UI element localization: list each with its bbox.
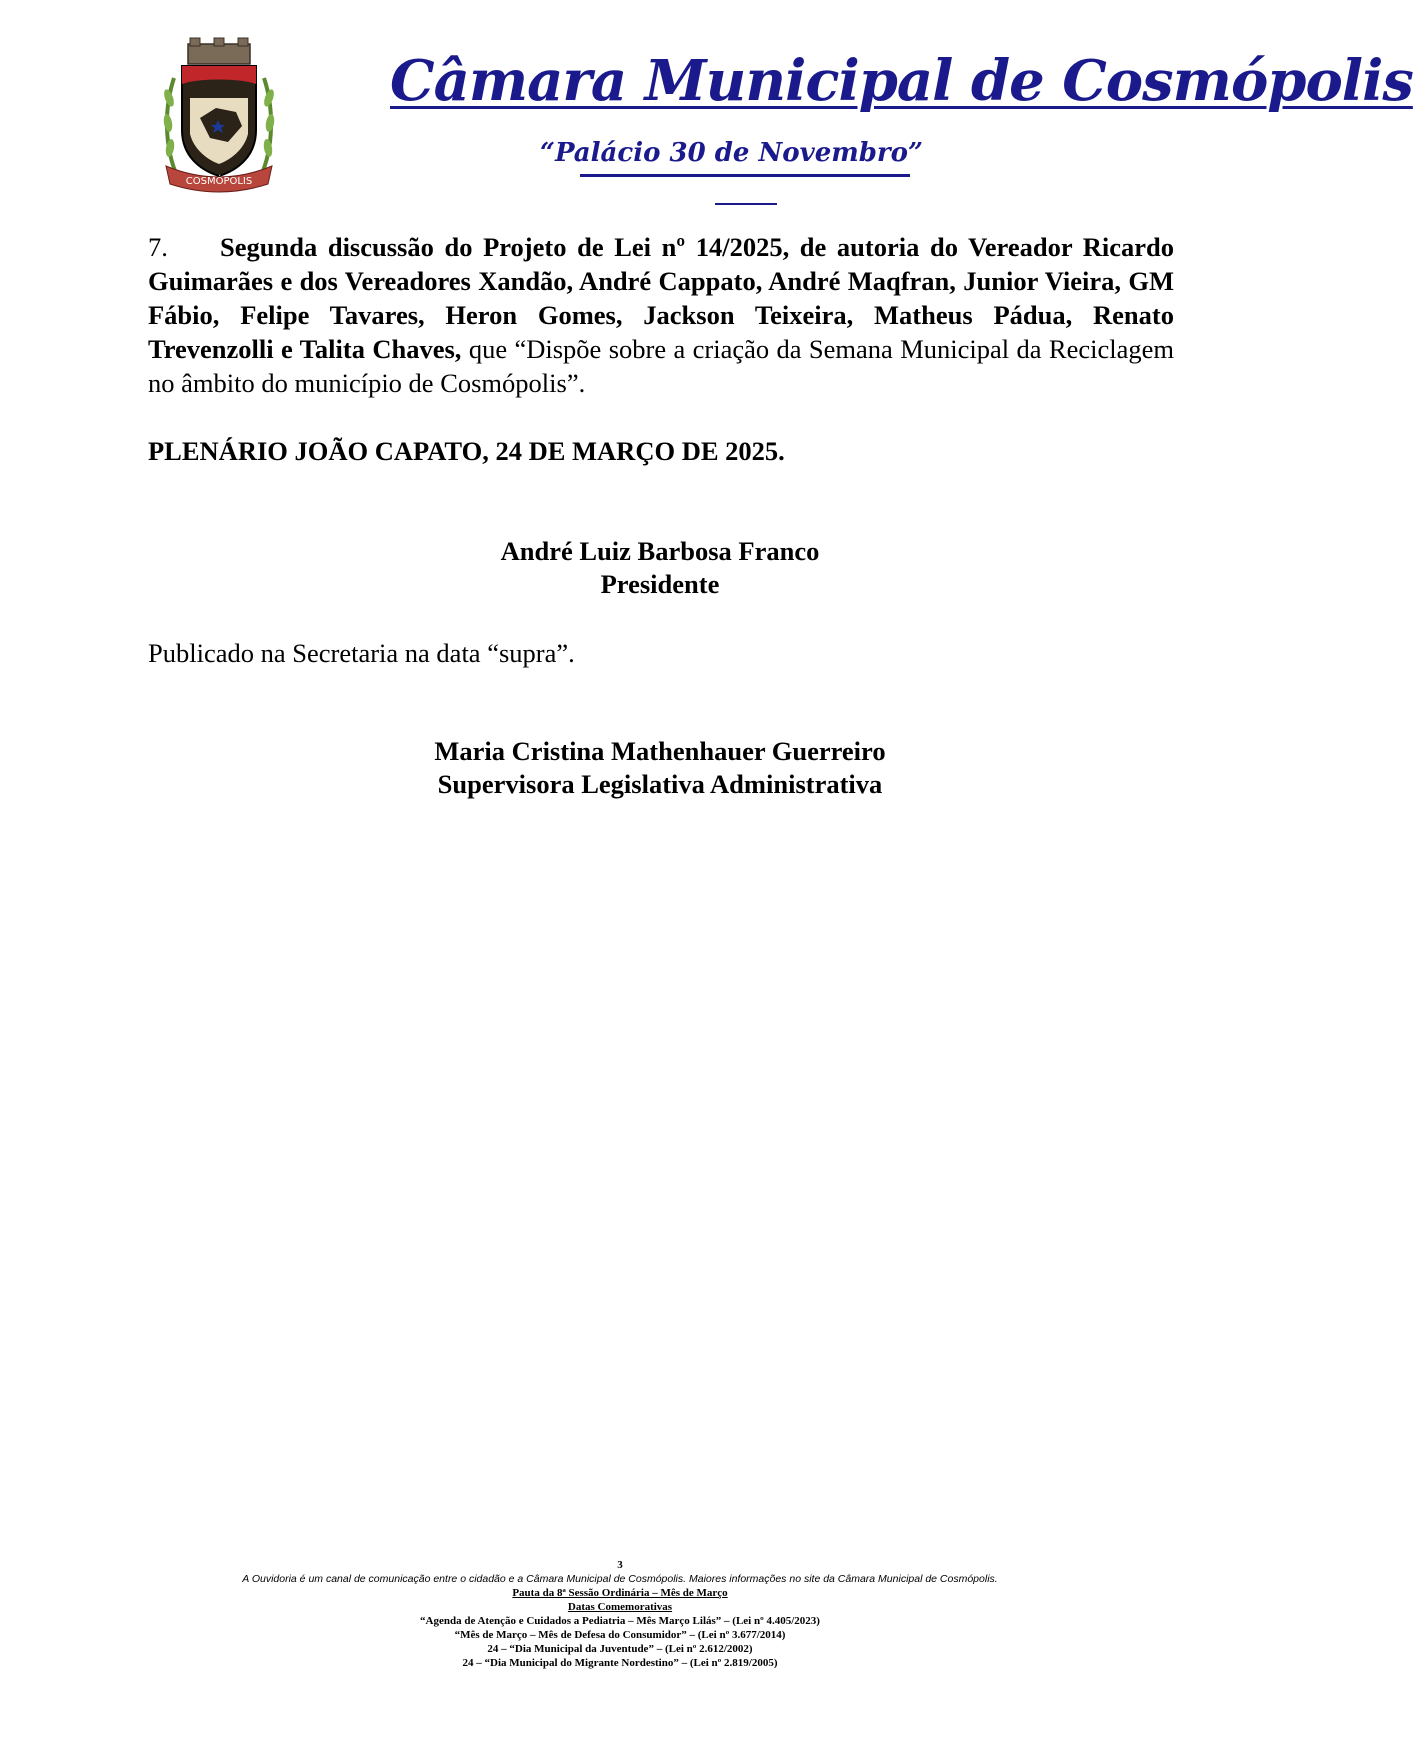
ouvidoria-note: A Ouvidoria é um canal de comunicação entre o cidadão e a Câmara Municipal de Cosmópolis. Maiores informações no site da Câmara Municipal de Cosmópolis.: [242, 1573, 998, 1585]
pauta-line: Pauta da 8ª Sessão Ordinária – Mês de Março: [512, 1587, 728, 1599]
chamber-title: Câmara Municipal de Cosmópolis: [390, 48, 1413, 114]
plenario-date-line: PLENÁRIO JOÃO CAPATO, 24 DE MARÇO DE 2025.: [148, 436, 785, 466]
president-name: André Luiz Barbosa Franco: [500, 536, 820, 566]
header-rule: [580, 174, 910, 177]
item-normal-text: que “Dispõe sobre a criação da Semana Municipal da Reciclagem no âmbito do município de Cosmópolis”.: [148, 334, 1174, 398]
palace-subtitle: “Palácio 30 de Novembro”: [540, 138, 923, 168]
datas-heading: Datas Comemorativas: [567, 1601, 673, 1613]
commemorative-date: 24 – “Dia Municipal da Juventude” – (Lei nº 2.612/2002): [487, 1643, 753, 1655]
president-role: Presidente: [600, 569, 720, 599]
supervisor-role: Supervisora Legislativa Administrativa: [437, 769, 883, 799]
item-number: 7.: [148, 232, 168, 262]
published-note: Publicado na Secretaria na data “supra”.: [148, 638, 575, 668]
header-short-rule: [715, 203, 777, 205]
commemorative-date: 24 – “Dia Municipal do Migrante Nordestino” – (Lei nº 2.819/2005): [462, 1657, 778, 1669]
president-signature: [440, 535, 880, 601]
commemorative-date: “Agenda de Atenção e Cuidados a Pediatria – Mês Março Lilás” – (Lei nº 4.405/2023): [420, 1615, 820, 1627]
crest-ribbon-text: COSMÓPOLIS: [185, 176, 253, 187]
item-bold-text: Segunda discussão do Projeto de Lei nº 14/2025, de autoria do Vereador Ricardo Guimarães e dos Vereadores Xandão, André Cappato, André Maqfran, Junior Vieira, GM Fábio, Felipe Tavares, Heron Gomes, Jackson Teixeira, Matheus Pádua, Renato Trevenzolli e Talita Chaves,: [148, 232, 1174, 364]
page-footer: [160, 1558, 1080, 1670]
page-number: 3: [617, 1559, 623, 1571]
supervisor-signature: [360, 735, 960, 801]
commemorative-date: “Mês de Março – Mês de Defesa do Consumidor” – (Lei nº 3.677/2014): [454, 1629, 786, 1641]
supervisor-name: Maria Cristina Mathenhauer Guerreiro: [434, 736, 886, 766]
agenda-item-7: [148, 230, 1174, 400]
city-crest-icon: [160, 38, 278, 198]
